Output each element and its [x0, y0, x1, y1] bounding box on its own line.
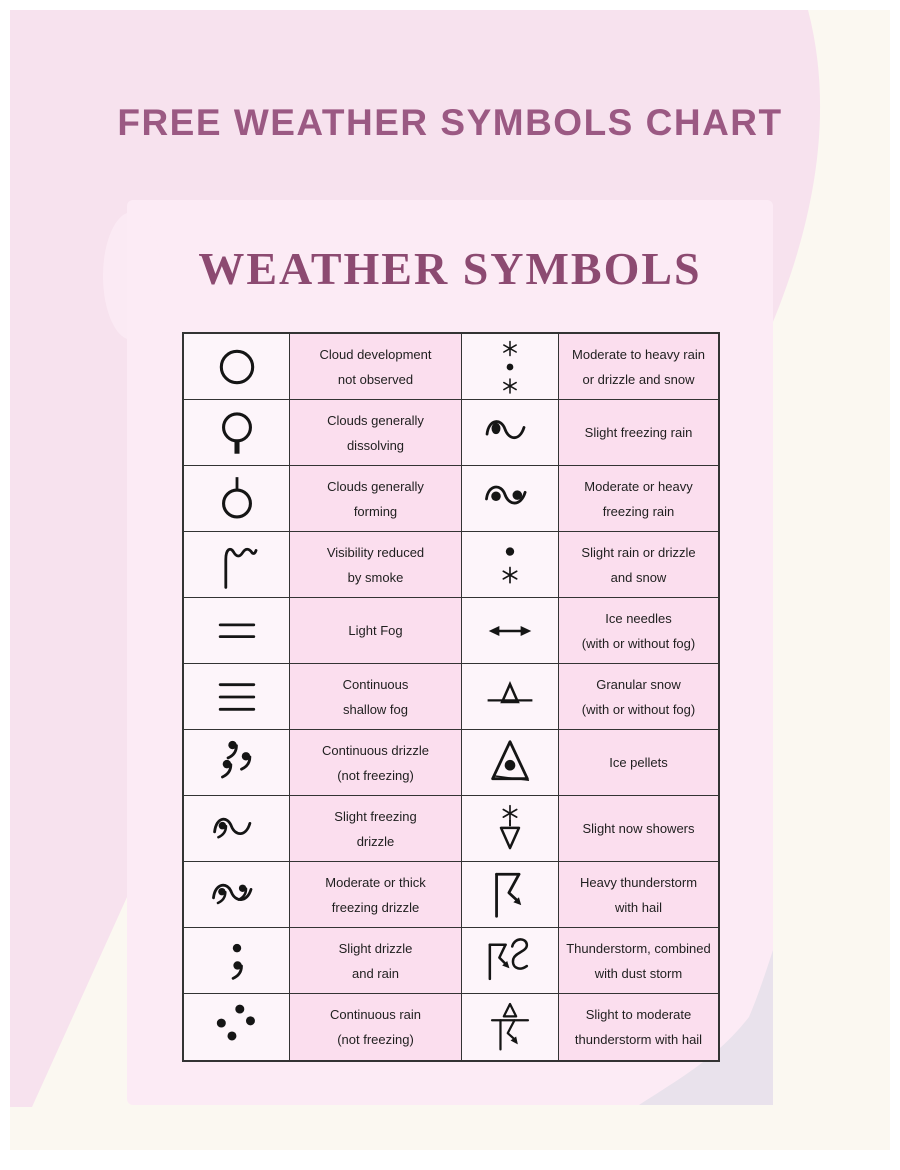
- symbol-cell: [184, 796, 290, 862]
- symbol-cell: [184, 598, 290, 664]
- symbol-cell: [462, 664, 559, 730]
- description-text: Clouds generally: [327, 412, 424, 428]
- description-cell: [559, 664, 718, 730]
- description-text: freezing rain: [602, 503, 675, 519]
- description-cell: [290, 730, 462, 796]
- description-cell: [290, 664, 462, 730]
- description-text: or drizzle and snow: [582, 371, 695, 387]
- description-text: and snow: [610, 569, 667, 585]
- circle-plain-icon: [209, 339, 265, 395]
- description-text: drizzle: [356, 833, 395, 849]
- card-title: WEATHER SYMBOLS: [198, 243, 702, 294]
- symbol-cell: [462, 862, 559, 928]
- description-cell: [290, 796, 462, 862]
- description-cell: [290, 466, 462, 532]
- description-text: Thunderstorm, combined: [566, 940, 711, 956]
- description-text: (not freezing): [337, 1032, 414, 1047]
- description-text: not observed: [337, 371, 414, 387]
- rain-snow-slight-icon: [482, 537, 538, 593]
- description-text: forming: [353, 503, 398, 519]
- description-text: Continuous: [342, 676, 409, 692]
- description-text: (with or without fog): [581, 635, 696, 651]
- description-text: Continuous rain: [329, 1007, 422, 1022]
- description-cell: [290, 400, 462, 466]
- description-cell: [559, 796, 718, 862]
- description-cell: [290, 532, 462, 598]
- description-cell: [559, 400, 718, 466]
- description-text: Slight drizzle: [338, 940, 413, 956]
- description-cell: [290, 334, 462, 400]
- fog-shallow-icon: [209, 669, 265, 725]
- symbol-cell: [184, 400, 290, 466]
- description-text: Granular snow: [596, 676, 681, 692]
- circle-stem-up-icon: [209, 471, 265, 527]
- symbol-cell: [184, 466, 290, 532]
- description-text: (with or without fog): [581, 701, 696, 717]
- description-text: by smoke: [347, 569, 404, 585]
- description-text: shallow fog: [342, 701, 409, 717]
- description-text: Moderate or thick: [325, 874, 426, 890]
- symbol-cell: [184, 334, 290, 400]
- description-cell: [559, 730, 718, 796]
- ice-pellets-icon: [482, 735, 538, 791]
- description-cell: [559, 598, 718, 664]
- description-text: (not freezing): [337, 767, 414, 783]
- description-text: Ice pellets: [609, 755, 668, 770]
- description-text: Heavy thunderstorm: [579, 874, 698, 890]
- description-cell: [290, 994, 462, 1060]
- thunderstorm-hail-slight-icon: [482, 999, 538, 1055]
- thunderstorm-hail-heavy-icon: [482, 867, 538, 923]
- description-cell: [559, 928, 718, 994]
- symbol-cell: [184, 532, 290, 598]
- circle-stem-down-icon: [209, 405, 265, 461]
- description-cell: [559, 466, 718, 532]
- description-text: Moderate or heavy: [584, 478, 693, 494]
- description-text: Slight freezing: [334, 808, 417, 824]
- description-text: with dust storm: [594, 965, 683, 981]
- description-text: dissolving: [346, 437, 405, 453]
- freezing-drizzle-slight-icon: [209, 801, 265, 857]
- description-text: Ice needles: [605, 610, 672, 626]
- description-cell: [559, 334, 718, 400]
- drizzle-continuous-icon: [209, 735, 265, 791]
- symbol-cell: [184, 730, 290, 796]
- description-text: with hail: [615, 899, 662, 915]
- symbol-cell: [184, 664, 290, 730]
- page-title: FREE WEATHER SYMBOLS CHART: [117, 102, 783, 143]
- freezing-rain-moderate-icon: [482, 471, 538, 527]
- description-text: Slight rain or drizzle: [581, 544, 696, 560]
- description-text: Continuous drizzle: [322, 742, 429, 758]
- symbol-cell: [462, 334, 559, 400]
- thunderstorm-duststorm-icon: [482, 933, 538, 989]
- granular-snow-icon: [482, 669, 538, 725]
- description-cell: [559, 532, 718, 598]
- symbol-cell: [462, 796, 559, 862]
- description-text: Slight to moderate: [585, 1007, 692, 1022]
- rain-snow-moderate-icon: [482, 339, 538, 395]
- symbol-cell: [462, 466, 559, 532]
- description-text: Light Fog: [348, 623, 403, 638]
- description-text: Moderate to heavy rain: [572, 346, 705, 362]
- symbol-cell: [462, 730, 559, 796]
- rain-continuous-icon: [209, 999, 265, 1055]
- description-text: Clouds generally: [327, 478, 424, 494]
- symbol-cell: [462, 400, 559, 466]
- description-text: Cloud development: [319, 346, 432, 362]
- ice-needles-icon: [482, 603, 538, 659]
- symbol-cell: [462, 994, 559, 1060]
- description-cell: [559, 862, 718, 928]
- symbol-cell: [184, 862, 290, 928]
- freezing-drizzle-moderate-icon: [209, 867, 265, 923]
- drizzle-rain-slight-icon: [209, 933, 265, 989]
- description-cell: [290, 598, 462, 664]
- description-text: thunderstorm with hail: [574, 1032, 703, 1047]
- weather-symbols-table: [182, 332, 720, 1062]
- description-cell: [290, 862, 462, 928]
- symbol-cell: [184, 994, 290, 1060]
- description-text: Slight now showers: [582, 821, 695, 836]
- description-text: Slight freezing rain: [584, 425, 693, 440]
- description-cell: [559, 994, 718, 1060]
- description-text: freezing drizzle: [331, 899, 420, 915]
- description-text: Visibility reduced: [326, 544, 425, 560]
- symbol-cell: [462, 532, 559, 598]
- snow-shower-slight-icon: [482, 801, 538, 857]
- symbol-cell: [184, 928, 290, 994]
- poster-canvas: [10, 10, 890, 1150]
- smoke-icon: [209, 537, 265, 593]
- freezing-rain-slight-icon: [482, 405, 538, 461]
- symbol-cell: [462, 928, 559, 994]
- chart-card: [127, 200, 773, 1105]
- description-text: and rain: [352, 965, 399, 981]
- description-cell: [290, 928, 462, 994]
- fog-light-icon: [209, 603, 265, 659]
- symbol-cell: [462, 598, 559, 664]
